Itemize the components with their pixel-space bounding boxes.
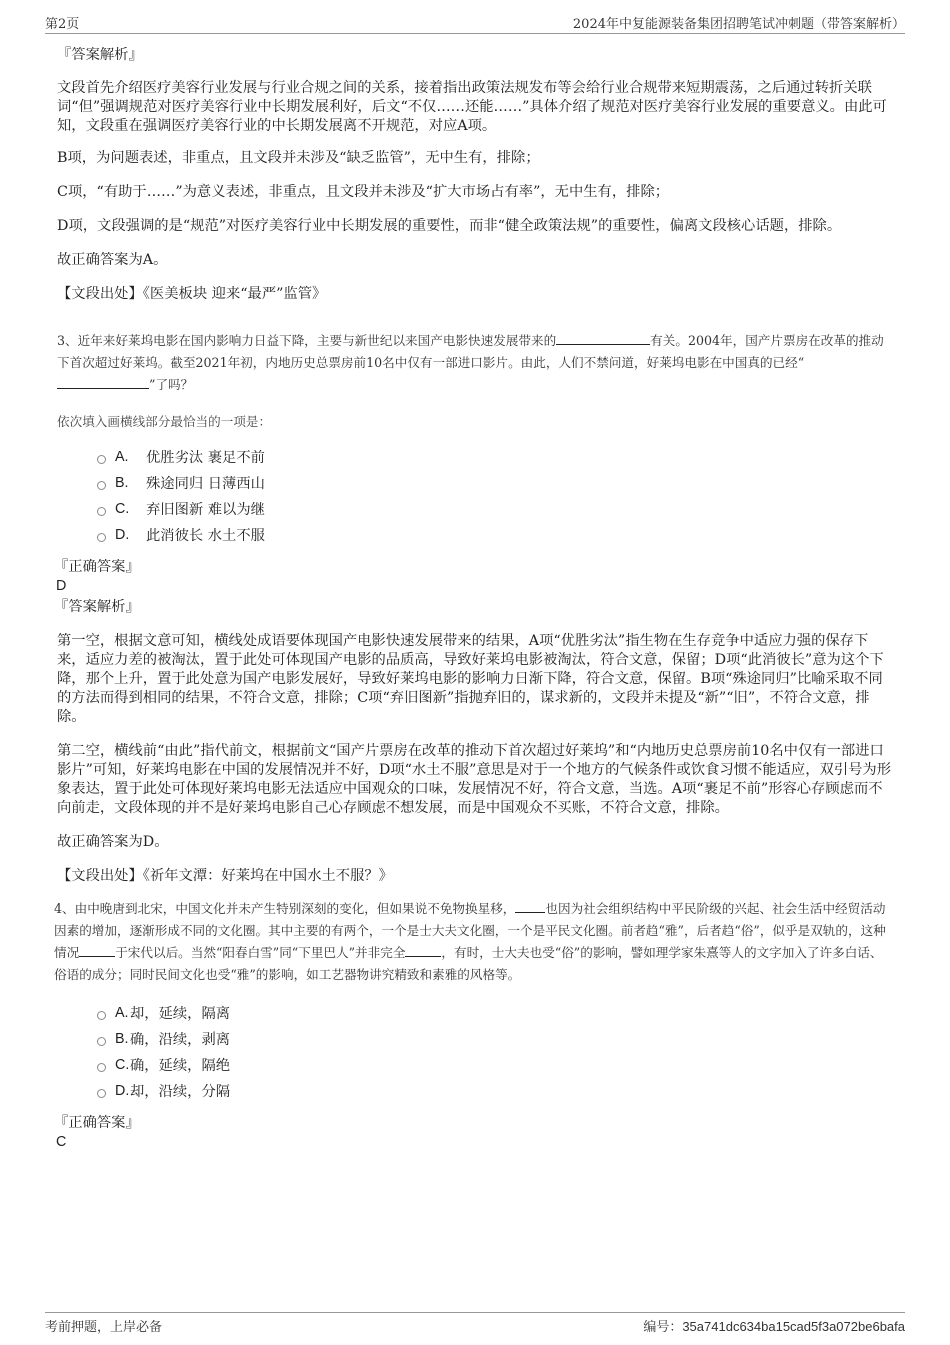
page-content	[54, 40, 892, 1152]
answer-blank	[79, 942, 115, 957]
radio-button[interactable]	[97, 1011, 106, 1020]
analysis-paragraph: 第一空，根据文意可知，横线处成语要体现国产电影快速发展带来的结果，A项“优胜劣汰”指生物在生存竞争中适应力强的保存下来，适应力差的被淘汰，置于此处可体现国产电影的品质高，导致好莱坞电影被淘汰，符合文意，保留；D项“此消彼长”意为这个下降，那个上升，置于此处意为国产电影发展好，导致好莱坞电影的影响力日渐下降，符合文意，保留。B项“殊途同归”比喻采取不同的方法而得到相同的结果，不符合文意，排除；C项“弃旧图新”指抛弃旧的，谋求新的，文段并未提及“新”“旧”，不符合文意，排除。	[57, 633, 884, 725]
question-instruction: 依次填入画横线部分最恰当的一项是：	[57, 414, 272, 429]
question-3-stem: 3、近年来好莱坞电影在国内影响力日益下降，主要与新世纪以来国产电影快速发展带来的 有关。2004年，国产片票房在改革的推动下首次超过好莱坞。截至2021年初，内地历史总票房前10名中仅有一部进口影片。由此，人们不禁问道，好莱坞电影在中国真的已经“”了吗？	[57, 330, 892, 396]
analysis-paragraph: 第二空，横线前“由此”指代前文，根据前文“国产片票房在改革的推动下首次超过好莱坞”和“内地历史总票房前10名中仅有一部进口影片”可知，好莱坞电影在中国的发展情况并不好，D项“水土不服”意思是对于一个地方的气候条件或饮食习惯不能适应，双引号为形象表达，置于此处可体现好莱坞电影无法适应中国观众的口味，发展情况不好，符合文意，当选。A项“裹足不前”形容心存顾虑而不向前走，文段体现的并不是好莱坞电影自己心存顾虑不想发展，而是中国观众不买账，不符合文意，排除。	[57, 743, 892, 816]
option-d[interactable]: D. 此消彼长 水土不服	[97, 522, 892, 548]
analysis-paragraph: 文段首先介绍医疗美容行业发展与行业合规之间的关系，接着指出政策法规发布等会给行业合规带来短期震荡，之后通过转折关联词“但”强调规范对医疗美容行业中长期发展利好，后文“不仅……还能……”具体介绍了规范对医疗美容行业发展的重要意义。由此可知，文段重在强调医疗美容行业的中长期发展离不开规范，对应A项。	[57, 80, 887, 134]
answer-blank	[515, 898, 545, 913]
option-d[interactable]: D. 却，沿续，分隔	[97, 1078, 892, 1104]
source-citation: 【文段出处】《祈年文潭：好莱坞在中国水土不服？》	[57, 868, 393, 884]
radio-button[interactable]	[97, 455, 106, 464]
radio-button[interactable]	[97, 507, 106, 516]
page-header	[45, 13, 905, 34]
document-title: 2024年中复能源装备集团招聘笔试冲刺题（带答案解析）	[572, 17, 905, 32]
analysis-paragraph: D项，文段强调的是“规范”对医疗美容行业中长期发展的重要性，而非“健全政策法规”的重要性，偏离文段核心话题，排除。	[57, 218, 842, 234]
answer-blank	[405, 942, 441, 957]
correct-answer-label: 『正确答案』	[54, 1115, 140, 1131]
analysis-label: 『答案解析』	[54, 599, 140, 615]
analysis-label: 『答案解析』	[57, 47, 143, 63]
correct-answer: D	[56, 578, 67, 594]
question-3-options	[97, 444, 892, 548]
conclusion: 故正确答案为D。	[57, 834, 169, 850]
answer-blank	[57, 374, 149, 389]
radio-button[interactable]	[97, 533, 106, 542]
answer-blank	[556, 330, 650, 345]
conclusion: 故正确答案为A。	[57, 252, 168, 268]
question-4-stem: 4、由中晚唐到北宋，中国文化并未产生特别深刻的变化，但如果说不免物换星移， 也因为社会组织结构中平民阶级的兴起、社会生活中经贸活动因素的增加，逐渐形成不同的文化圈。其中主要的有两个，一个是士大夫文化圈，一个是平民文化圈。前者趋“雅”，后者趋“俗”，似乎是双轨的，这种情况 于宋代以后。当然“阳春白雪”同“下里巴人”并非完全 ，有时，士大夫也受“俗”的影响，譬如理学家朱熹等人的文字加入了许多白话、俗语的成分；同时民间文化也受“雅”的影响，如工艺器物讲究精致和素雅的风格等。	[54, 898, 892, 986]
option-b[interactable]: B. 确，沿续，剥离	[97, 1026, 892, 1052]
radio-button[interactable]	[97, 1037, 106, 1046]
page-footer	[45, 1312, 905, 1336]
option-a[interactable]: A. 却，延续，隔离	[97, 1000, 892, 1026]
radio-button[interactable]	[97, 1089, 106, 1098]
document-code: 编号：35a741dc634ba15cad5f3a072be6bafa	[643, 1319, 905, 1335]
option-b[interactable]: B. 殊途同归 日薄西山	[97, 470, 892, 496]
footer-slogan: 考前押题，上岸必备	[45, 1320, 163, 1335]
correct-answer-label: 『正确答案』	[54, 559, 140, 575]
analysis-paragraph: B项，为问题表述，非重点，且文段并未涉及“缺乏监管”，无中生有，排除；	[57, 150, 540, 166]
option-a[interactable]: A. 优胜劣汰 裹足不前	[97, 444, 892, 470]
correct-answer: C	[56, 1134, 67, 1150]
analysis-paragraph: C项，“有助于……”为意义表述，非重点，且文段并未涉及“扩大市场占有率”，无中生有，排除；	[57, 184, 670, 200]
option-c[interactable]: C. 确，延续，隔绝	[97, 1052, 892, 1078]
page-number: 第2页	[45, 17, 80, 32]
question-4-options	[97, 1000, 892, 1104]
radio-button[interactable]	[97, 1063, 106, 1072]
option-c[interactable]: C. 弃旧图新 难以为继	[97, 496, 892, 522]
radio-button[interactable]	[97, 481, 106, 490]
source-citation: 【文段出处】《医美板块 迎来“最严”监管》	[57, 286, 327, 302]
